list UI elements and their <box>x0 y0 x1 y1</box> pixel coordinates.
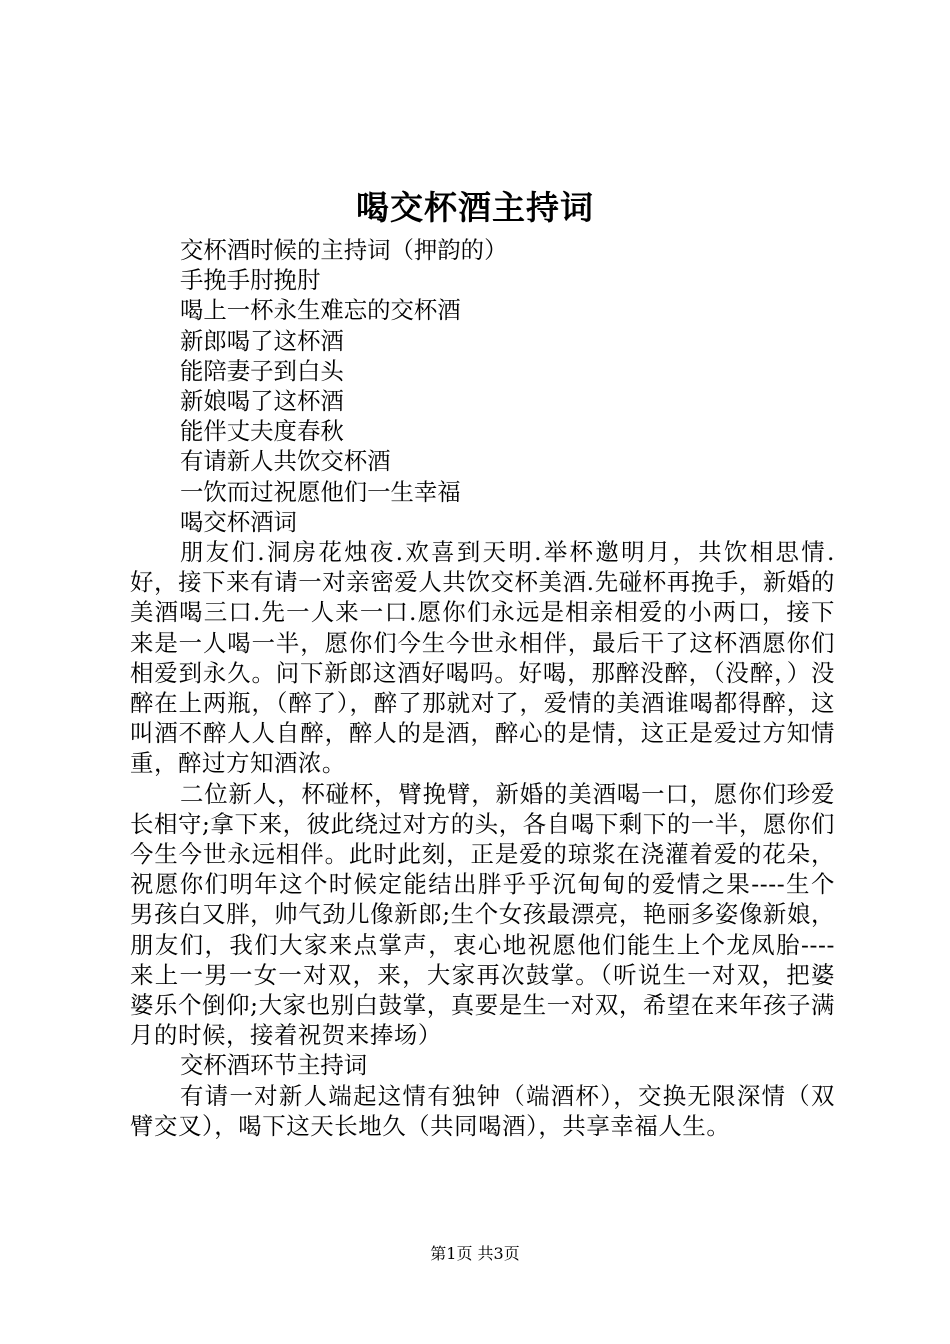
text-line: 手挽手肘挽肘 <box>180 266 321 295</box>
document-body <box>130 235 835 1141</box>
text-line: 新郎喝了这杯酒 <box>180 326 344 355</box>
section-heading: 交杯酒环节主持词 <box>180 1051 368 1080</box>
body-paragraph: 朋友们.洞房花烛夜.欢喜到天明.举杯邀明月，共饮相思情.好，接下来有请一对亲密爱人共饮交杯美酒.先碰杯再挽手，新婚的美酒喝三口.先一人来一口.愿你们永远是相亲相爱的小两口，接下来是一人喝一半，愿你们今生今世永相伴，最后干了这杯酒愿你们相爱到永久。问下新郎这酒好喝吗。好喝，那醉没醉，（没醉，）没醉在上两瓶，（醉了），醉了那就对了，爱情的美酒谁喝都得醉，这叫酒不醉人人自醉，醉人的是酒，醉心的是情，这正是爱过方知情重，醉过方知酒浓。 <box>130 538 835 778</box>
section-heading: 喝交杯酒词 <box>180 507 297 536</box>
body-paragraph: 有请一对新人端起这情有独钟（端酒杯），交换无限深情（双臂交叉），喝下这天长地久（共同喝酒），共享幸福人生。 <box>130 1081 835 1140</box>
body-paragraph: 二位新人，杯碰杯，臂挽臂，新婚的美酒喝一口，愿你们珍爱长相守;拿下来，彼此绕过对方的头，各自喝下剩下的一半，愿你们今生今世永远相伴。此时此刻，正是爱的琼浆在浇灌着爱的花朵，祝愿你们明年这个时候定能结出胖乎乎沉甸甸的爱情之果----生个男孩白又胖，帅气劲儿像新郎;生个女孩最漂亮，艳丽多姿像新娘，朋友们，我们大家来点掌声，衷心地祝愿他们能生上个龙凤胎----来上一男一女一对双，来，大家再次鼓掌。（听说生一对双，把婆婆乐个倒仰;大家也别白鼓掌，真要是生一对双，希望在来年孩子满月的时候，接着祝贺来捧场） <box>130 779 835 1050</box>
text-line: 能伴丈夫度春秋 <box>180 417 344 446</box>
text-line: 有请新人共饮交杯酒 <box>180 447 391 476</box>
text-line: 新娘喝了这杯酒 <box>180 387 344 416</box>
text-line: 交杯酒时候的主持词（押韵的） <box>180 236 508 264</box>
text-line: 喝上一杯永生难忘的交杯酒 <box>180 296 461 325</box>
page-footer: 第1页 共3页 <box>430 1244 520 1263</box>
text-line: 一饮而过祝愿他们一生幸福 <box>180 477 461 506</box>
document-title: 喝交杯酒主持词 <box>356 188 594 227</box>
text-line: 能陪妻子到白头 <box>180 356 344 385</box>
